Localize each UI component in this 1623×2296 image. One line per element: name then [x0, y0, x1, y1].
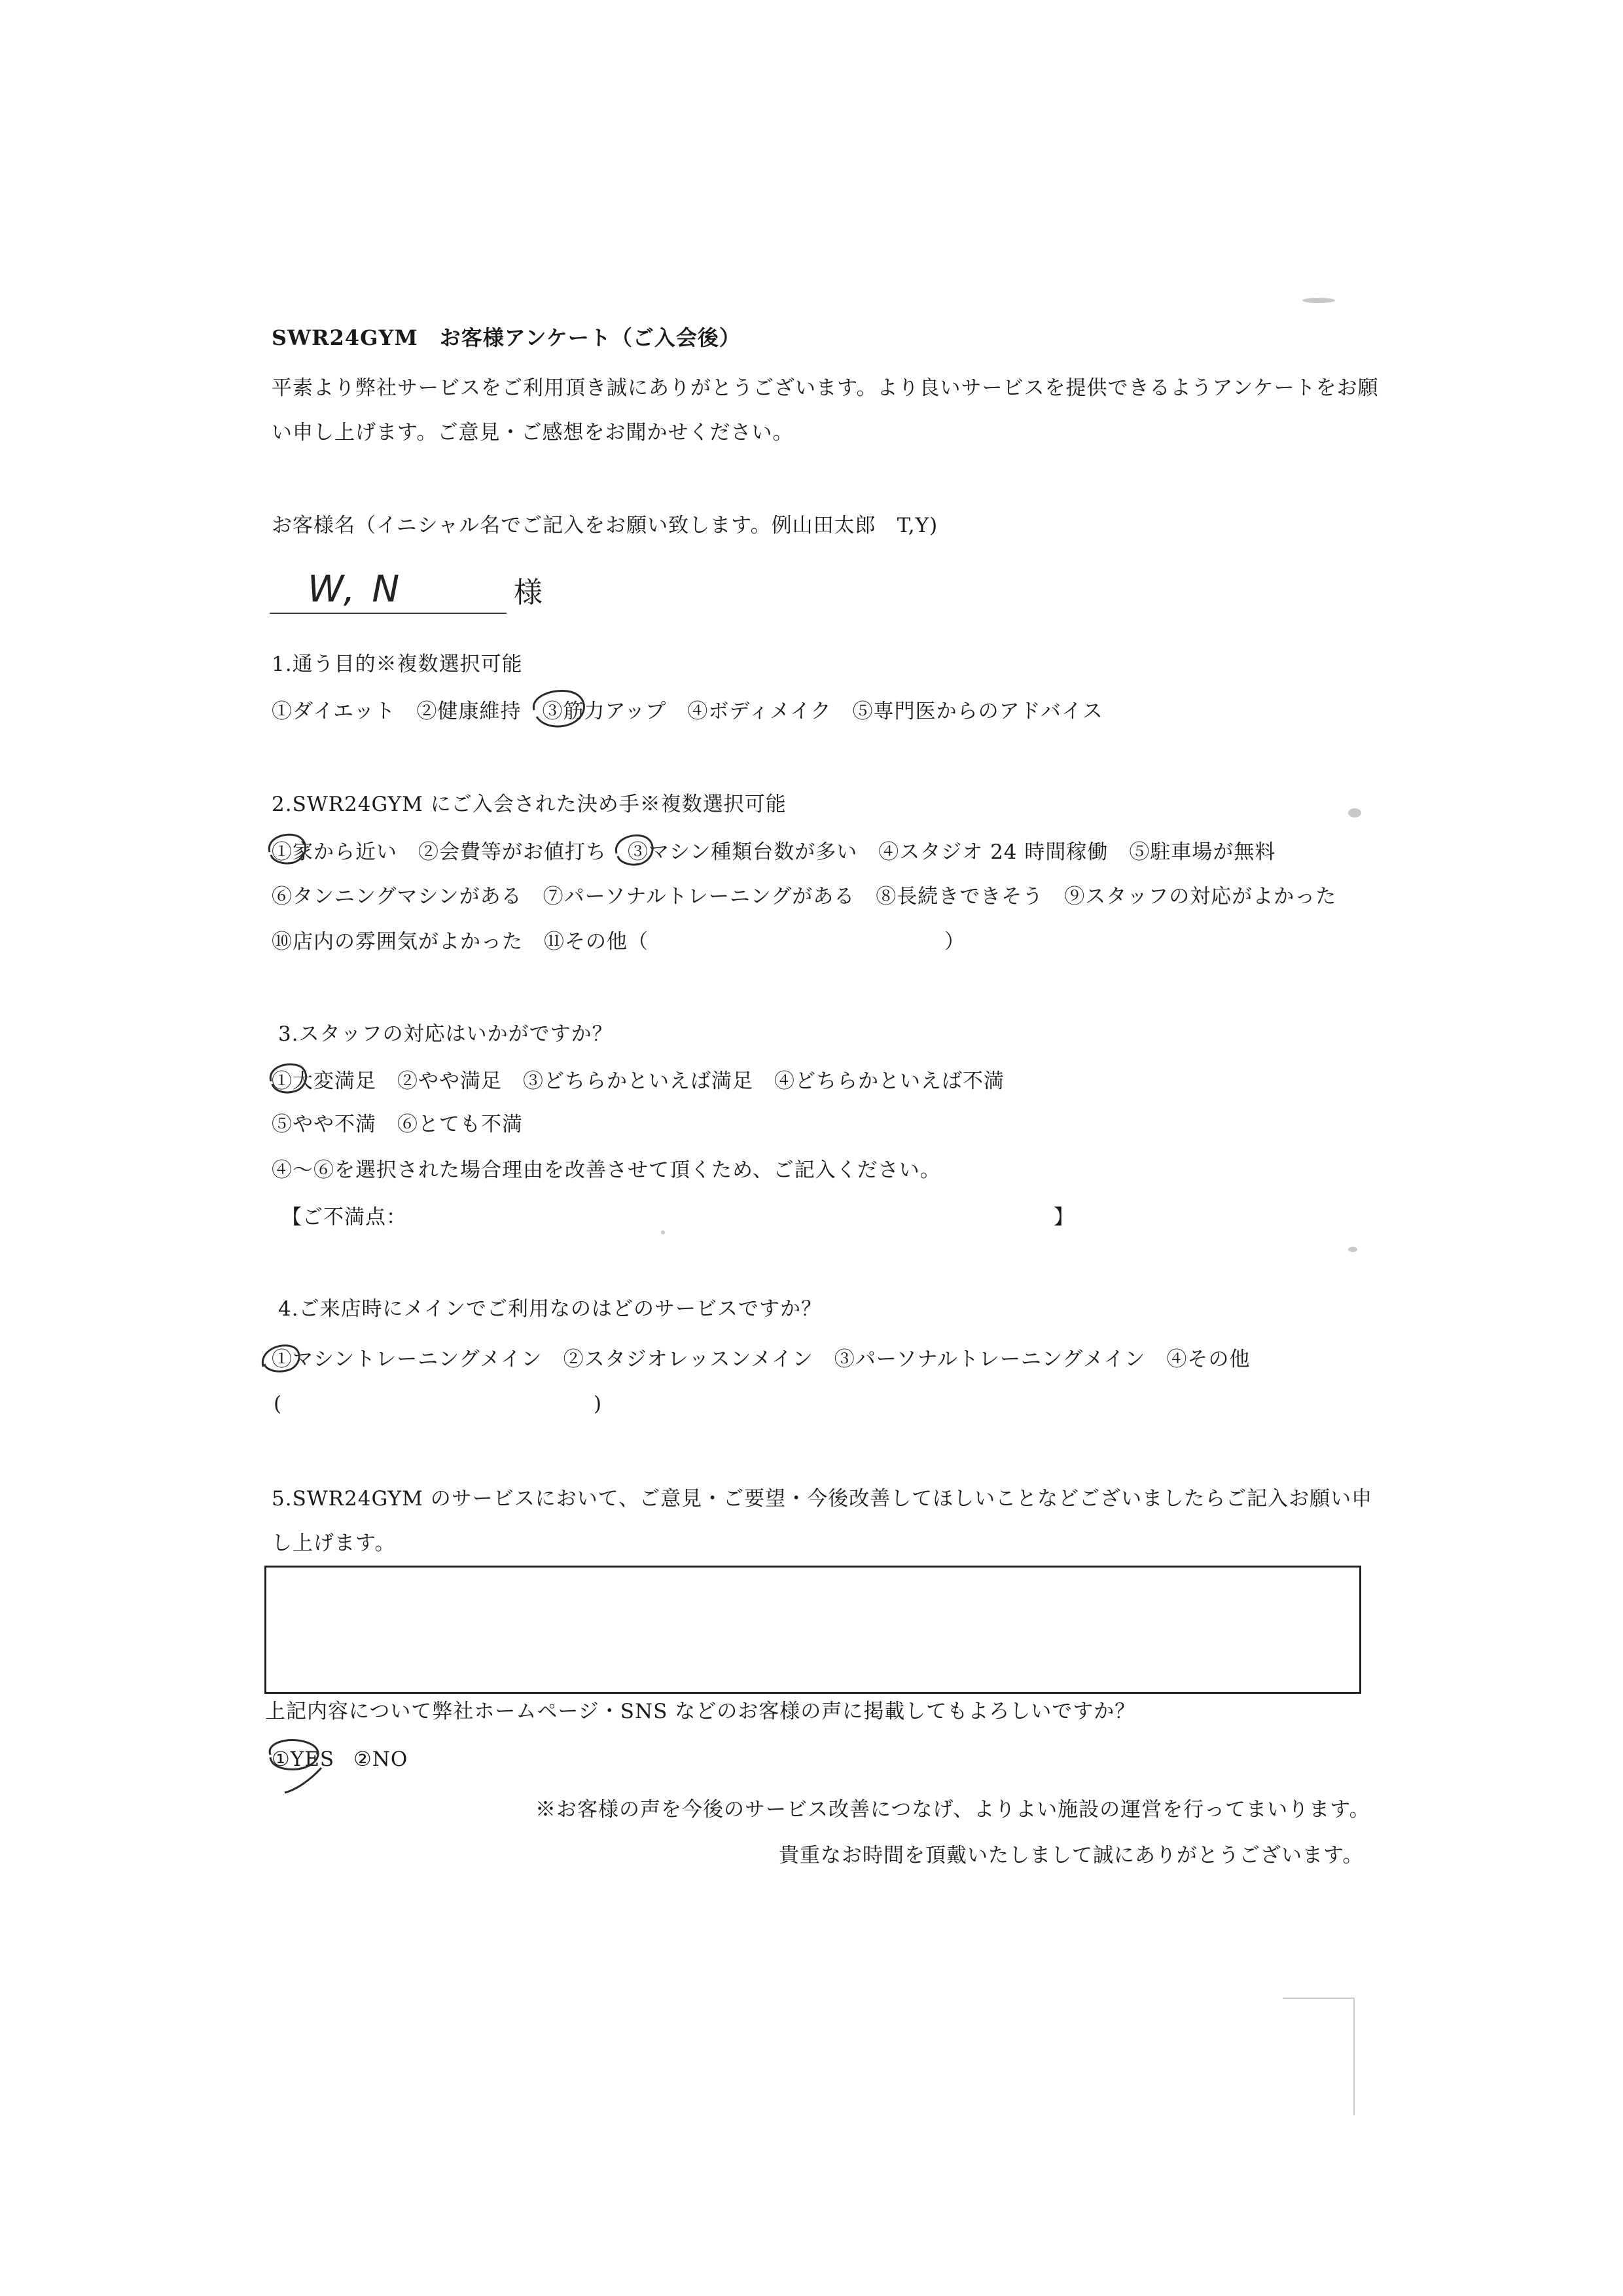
name-underline: [270, 613, 507, 614]
consent-no-option[interactable]: ②NO: [353, 1748, 408, 1771]
q3-complaint-label: 【ご不満点：: [281, 1206, 407, 1229]
survey-title: SWR24GYM お客様アンケート（ご入会後）: [272, 325, 741, 350]
q3-options-line1: ①大変満足 ②やや満足 ③どちらかといえば満足 ④どちらかといえば不満: [272, 1069, 1005, 1093]
scan-speck: [1348, 1247, 1357, 1252]
footer-note: ※お客様の声を今後のサービス改善につなげ、よりよい施設の運営を行ってまいります。: [535, 1798, 1370, 1821]
scan-speck: [661, 1230, 665, 1234]
q2-selection-mark-2: [609, 826, 661, 872]
q1-selection-mark: [524, 684, 596, 736]
q3-question: 3.スタッフの対応はいかがですか？: [278, 1022, 613, 1046]
q2-options-line1: ①家から近い ②会費等がお値打ち ③マシン種類台数が多い ④スタジオ 24 時間稼働 ⑤駐車場が無料: [272, 840, 1276, 864]
q2-other-close-paren: ）: [944, 930, 965, 954]
q1-question: 1.通う目的※複数選択可能: [272, 653, 523, 676]
honorific-suffix: 様: [514, 576, 543, 609]
consent-selection-mark: [259, 1731, 330, 1803]
q3-note: ④～⑥を選択された場合理由を改善させて頂くため、ご記入ください。: [272, 1158, 941, 1182]
intro-text-line1: 平素より弊社サービスをご利用頂き誠にありがとうございます。より良いサービスを提供できるようアンケートをお願: [272, 376, 1379, 400]
q2-question: 2.SWR24GYM にご入会された決め手※複数選択可能: [272, 793, 787, 816]
q2-options-line2: ⑥タンニングマシンがある ⑦パーソナルトレーニングがある ⑧長続きできそう ⑨スタッフの対応がよかった: [272, 885, 1337, 908]
q2-options-line3: ⑩店内の雰囲気がよかった ⑪その他（: [272, 930, 649, 954]
scan-edge-line: [1283, 1998, 1355, 1999]
handwritten-name: W, N: [308, 568, 402, 611]
q5-question-line2: し上げます。: [272, 1532, 396, 1555]
q3-selection-mark: [262, 1055, 314, 1101]
scan-speck: [1302, 298, 1335, 303]
q3-options-line2: ⑤やや不満 ⑥とても不満: [272, 1113, 523, 1136]
footer-thanks: 貴重なお時間を頂戴いたしまして誠にありがとうございます。: [779, 1844, 1364, 1867]
consent-yes-option[interactable]: ①YES: [272, 1748, 335, 1771]
consent-question: 上記内容について弊社ホームページ・SNS などのお客様の声に掲載してもよろしいですか？: [265, 1700, 1136, 1723]
q1-options: ①ダイエット ②健康維持 ③筋力アップ ④ボディメイク ⑤専門医からのアドバイス: [272, 700, 1103, 723]
q4-options: ①マシントレーニングメイン ②スタジオレッスンメイン ③パーソナルトレーニングメイン ④その他: [272, 1348, 1251, 1371]
q5-question-line1: 5.SWR24GYM のサービスにおいて、ご意見・ご要望・今後改善してほしいことなどございましたらご記入お願い申: [272, 1487, 1373, 1511]
q4-question: 4.ご来店時にメインでご利用なのはどのサービスですか？: [278, 1297, 822, 1321]
intro-text-line2: い申し上げます。ご意見・ご感想をお聞かせください。: [272, 421, 794, 444]
scan-edge-line: [1353, 1998, 1355, 2115]
q4-other-close-paren: ): [594, 1392, 603, 1416]
q2-selection-mark-1: [260, 826, 313, 872]
customer-name-label: お客様名（イニシャル名でご記入をお願い致します。例山田太郎 T,Y): [272, 514, 938, 537]
q5-answer-box[interactable]: [264, 1566, 1361, 1694]
scan-speck: [1348, 808, 1361, 817]
q3-complaint-close: 】: [1054, 1206, 1075, 1229]
q4-selection-mark: [257, 1335, 309, 1381]
q4-other-open-paren: (: [274, 1392, 283, 1416]
